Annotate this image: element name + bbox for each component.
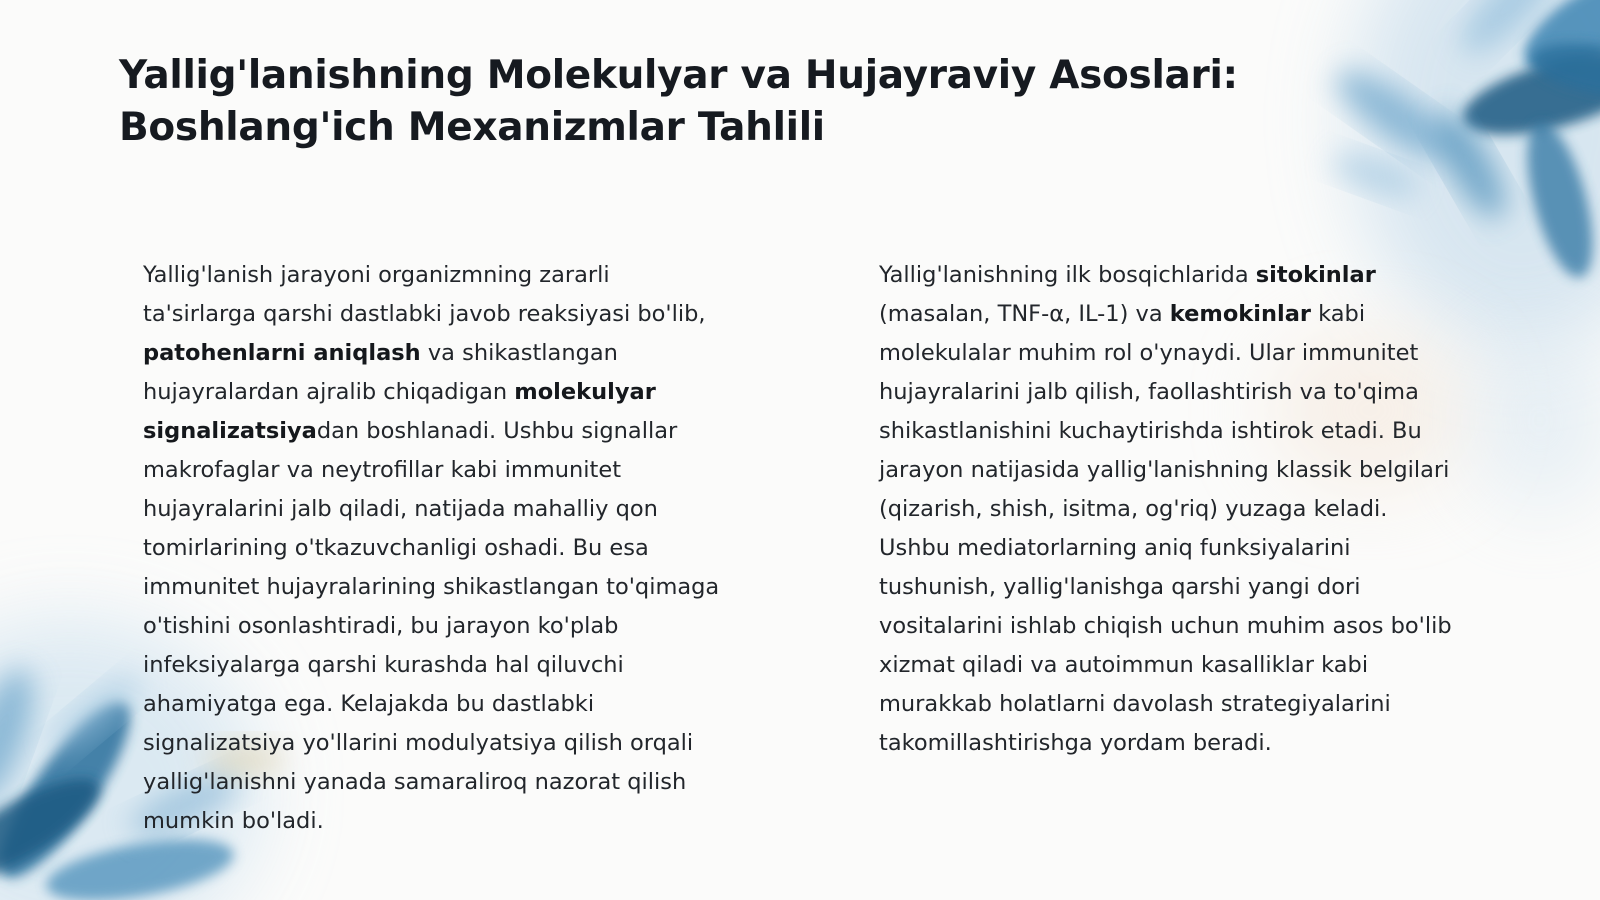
right-text-part-2: (masalan, TNF-α, IL-1) va: [879, 301, 1170, 327]
left-bold-term-2: molekulyar signalizatsiya: [143, 379, 656, 444]
right-text-part-3: kabi molekulalar muhim rol o'ynaydi. Ular immunitet hujayralarini jalb qilish, faollashtirish va to'qima shikastlanishini kuchaytirishda ishtirok etadi. Bu jarayon natijasida yallig'lanishning klassik belgilari (qizarish, shish, isitma, og'riq) yuzaga keladi. Ushbu mediatorlarning aniq funksiyalarini tushunish, yallig'lanishga qarshi yangi dori vositalarini ishlab chiqish uchun muhim asos bo'lib xizmat qiladi va autoimmun kasalliklar kabi murakkab holatlarni davolash strategiyalarini takomillashtirishga yordam beradi.: [879, 301, 1452, 756]
slide-title: [119, 50, 1419, 154]
right-text-part-1: Yallig'lanishning ilk bosqichlarida: [879, 262, 1256, 288]
right-bold-term-2: kemokinlar: [1169, 301, 1311, 327]
left-text-part-1: Yallig'lanish jarayoni organizmning zararli ta'sirlarga qarshi dastlabki javob reaksiyasi bo'lib,: [143, 262, 706, 327]
right-bold-term-1: sitokinlar: [1255, 262, 1376, 288]
slide-title-line-2: Boshlang'ich Mexanizmlar Tahlili: [119, 105, 825, 150]
right-column-text: [879, 256, 1459, 763]
left-bold-term-1: patohenlarni aniqlash: [143, 340, 421, 366]
left-text-part-2: va shikastlangan hujayralardan ajralib chiqadigan: [143, 340, 618, 405]
left-column-text: [143, 256, 723, 841]
slide-title-line-1: Yallig'lanishning Molekulyar va Hujayraviy Asoslari:: [119, 53, 1238, 98]
left-text-part-3: dan boshlanadi. Ushbu signallar makrofaglar va neytrofillar kabi immunitet hujayralarini jalb qiladi, natijada mahalliy qon tomirlarining o'tkazuvchanligi oshadi. Bu esa immunitet hujayralarining shikastlangan to'qimaga o'tishini osonlashtiradi, bu jarayon ko'plab infeksiyalarga qarshi kurashda hal qiluvchi ahamiyatga ega. Kelajakda bu dastlabki signalizatsiya yo'llarini modulyatsiya qilish orqali yallig'lanishni yanada samaraliroq nazorat qilish mumkin bo'ladi.: [143, 418, 720, 834]
